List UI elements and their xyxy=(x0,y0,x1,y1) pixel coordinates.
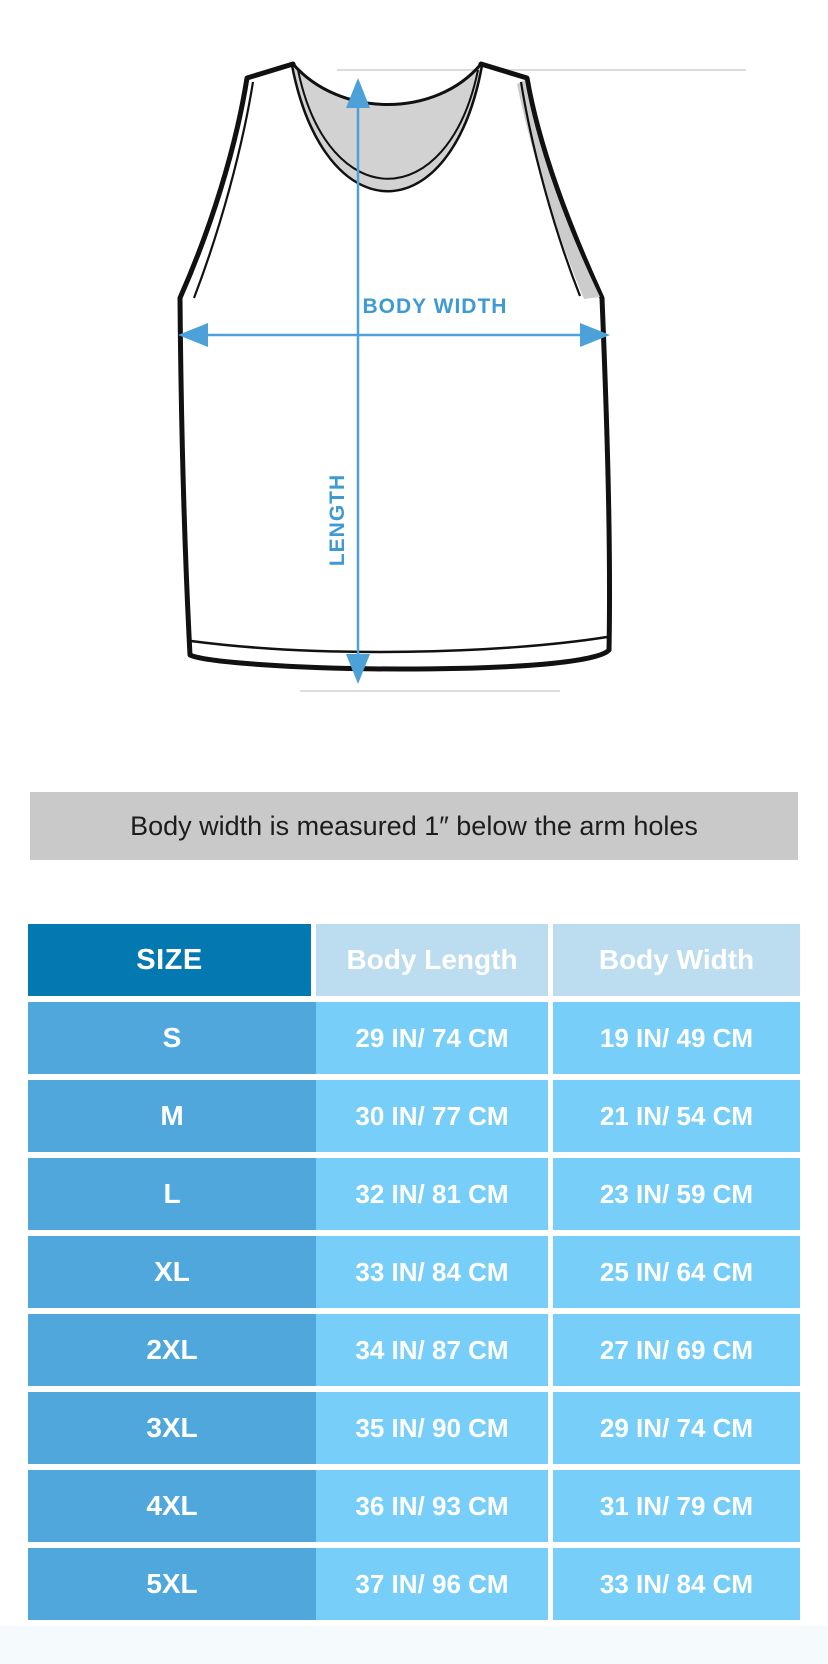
size-cell: 4XL xyxy=(28,1470,316,1542)
body-width-label: BODY WIDTH xyxy=(362,295,508,318)
table-row xyxy=(28,1158,800,1230)
size-cell: 5XL xyxy=(28,1548,316,1620)
body-width-cell: 31 IN/ 79 CM xyxy=(553,1470,800,1542)
table-row xyxy=(28,1002,800,1074)
size-cell: 3XL xyxy=(28,1392,316,1464)
header-body-width: Body Width xyxy=(553,924,800,996)
body-width-cell: 29 IN/ 74 CM xyxy=(553,1392,800,1464)
body-width-cell: 25 IN/ 64 CM xyxy=(553,1236,800,1308)
body-length-cell: 35 IN/ 90 CM xyxy=(316,1392,548,1464)
body-length-cell: 29 IN/ 74 CM xyxy=(316,1002,548,1074)
header-body-length: Body Length xyxy=(316,924,548,996)
body-length-cell: 37 IN/ 96 CM xyxy=(316,1548,548,1620)
tank-top-diagram xyxy=(0,0,828,760)
body-length-cell: 34 IN/ 87 CM xyxy=(316,1314,548,1386)
size-cell: M xyxy=(28,1080,316,1152)
table-row xyxy=(28,1080,800,1152)
table-row xyxy=(28,1236,800,1308)
body-width-cell: 19 IN/ 49 CM xyxy=(553,1002,800,1074)
table-row xyxy=(28,1392,800,1464)
note-text: Body width is measured 1″ below the arm holes xyxy=(130,810,698,841)
size-cell: XL xyxy=(28,1236,316,1308)
header-size: SIZE xyxy=(28,924,311,996)
note-banner xyxy=(30,792,798,860)
body-width-cell: 23 IN/ 59 CM xyxy=(553,1158,800,1230)
body-length-cell: 36 IN/ 93 CM xyxy=(316,1470,548,1542)
body-width-cell: 27 IN/ 69 CM xyxy=(553,1314,800,1386)
length-arrowhead-top xyxy=(346,78,370,108)
table-row xyxy=(28,1314,800,1386)
table-header-row xyxy=(28,924,800,996)
body-width-cell: 33 IN/ 84 CM xyxy=(553,1548,800,1620)
body-width-cell: 21 IN/ 54 CM xyxy=(553,1080,800,1152)
size-table xyxy=(28,924,800,1620)
size-cell: 2XL xyxy=(28,1314,316,1386)
size-cell: S xyxy=(28,1002,316,1074)
footer-strip xyxy=(0,1626,828,1664)
body-length-cell: 30 IN/ 77 CM xyxy=(316,1080,548,1152)
body-length-cell: 32 IN/ 81 CM xyxy=(316,1158,548,1230)
table-row xyxy=(28,1548,800,1620)
table-row xyxy=(28,1470,800,1542)
tank-top-illustration xyxy=(0,0,828,760)
body-length-cell: 33 IN/ 84 CM xyxy=(316,1236,548,1308)
size-cell: L xyxy=(28,1158,316,1230)
length-label: LENGTH xyxy=(326,473,349,567)
